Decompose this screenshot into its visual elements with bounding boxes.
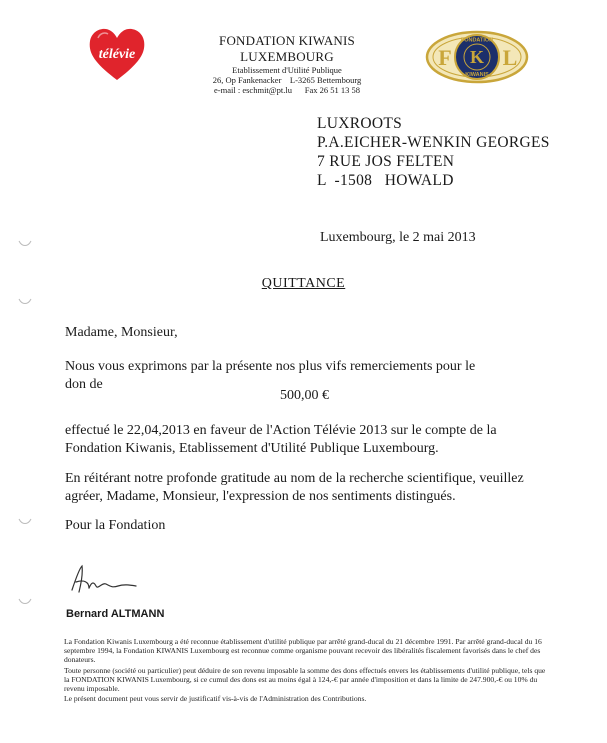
- recipient-line: L -1508 HOWALD: [317, 172, 454, 189]
- closing-line: Pour la Fondation: [65, 518, 166, 533]
- kiwanis-letter-l: L: [502, 45, 518, 70]
- letterhead: [172, 33, 402, 95]
- org-contact: e-mail : eschmit@pt.lu Fax 26 51 13 58: [214, 85, 360, 95]
- org-address: 26, Op Fankenacker L-3265 Bettembourg: [212, 75, 362, 85]
- kiwanis-foundation-logo: [425, 30, 529, 84]
- recipient-line: 7 RUE JOS FELTEN: [317, 153, 455, 170]
- recipient-line: P.A.EICHER-WENKIN GEORGES: [317, 134, 550, 151]
- kiwanis-logo-top-text: FONDATION: [460, 37, 494, 44]
- handwritten-signature: [66, 560, 146, 600]
- gratitude-paragraph: En réitérant notre profonde gratitude au nom de la recherche scientifique, veuillez agréer, Madame, Monsieur, l'expression de nos sentiments distingués.: [65, 471, 524, 504]
- org-status: Etablissement d'Utilité Publique: [232, 65, 342, 75]
- donation-amount: 500,00 €: [280, 388, 329, 403]
- punch-hole-mark: [18, 298, 32, 306]
- legal-footer: [64, 637, 550, 704]
- recipient-line: LUXROOTS: [317, 115, 403, 132]
- donation-details-paragraph: effectué le 22,04,2013 en faveur de l'Action Télévie 2013 sur le compte de la Fondation Kiwanis, Etablissement d'Utilité Publique Luxembourg.: [65, 423, 497, 456]
- footer-paragraph: La Fondation Kiwanis Luxembourg a été reconnue établissement d'utilité publique par arrêté grand-ducal du 21 décembre 1991. Par arrêté grand-ducal du 16 septembre 1994, la Fondation KIWANIS Luxembourg est reconnue comme organisme pouvant recevoir des libéralités fiscalement favorisés dans le chef des donateurs.: [64, 637, 542, 665]
- org-name: FONDATION KIWANIS LUXEMBOURG: [219, 33, 355, 64]
- letter-date: Luxembourg, le 2 mai 2013: [320, 230, 476, 245]
- kiwanis-letter-f: F: [438, 45, 452, 70]
- punch-hole-mark: [18, 518, 32, 526]
- televie-heart-logo: [86, 24, 148, 82]
- televie-logo-text: télévie: [98, 47, 136, 62]
- punch-hole-mark: [18, 240, 32, 248]
- recipient-address: [317, 114, 550, 190]
- footer-paragraph: Le présent document peut vous servir de justificatif vis-à-vis de l'Administration des Contributions.: [64, 694, 367, 704]
- kiwanis-logo-bottom-text: KIWANIS: [465, 72, 489, 78]
- footer-paragraph: Toute personne (société ou particulier) peut déduire de son revenu imposable la somme des dons effectués envers les établissements d'utilité publique, tels que la FONDATION KIWANIS Luxembourg, si ce cumul des dons est au moins égal à 124,-€ par année d'imposition et dans la limite de 247.900,-€ ou 10% du revenu imposable.: [64, 665, 546, 694]
- thanks-paragraph: Nous vous exprimons par la présente nos plus vifs remerciements pour le don de: [65, 359, 476, 392]
- signer-name: Bernard ALTMANN: [66, 608, 165, 620]
- salutation: Madame, Monsieur,: [65, 325, 178, 340]
- kiwanis-letter-k: K: [469, 47, 485, 67]
- punch-hole-mark: [18, 598, 32, 606]
- document-title: QUITTANCE: [261, 276, 346, 291]
